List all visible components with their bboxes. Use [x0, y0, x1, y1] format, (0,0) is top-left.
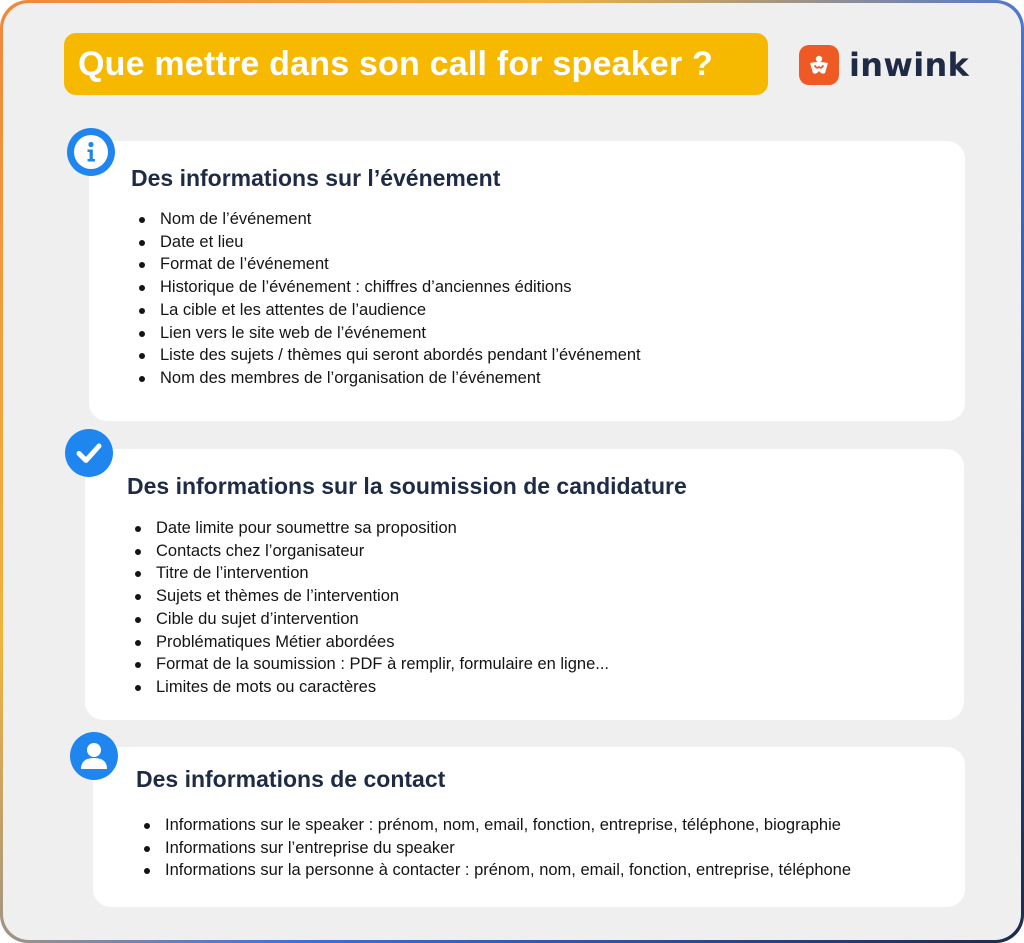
list-item: Nom des membres de l’organisation de l’événement — [135, 367, 641, 390]
list-item: Sujets et thèmes de l’intervention — [131, 585, 609, 608]
list-item: La cible et les attentes de l’audience — [135, 299, 641, 322]
list-item: Limites de mots ou caractères — [131, 676, 609, 699]
list-item: Format de la soumission : PDF à remplir, formulaire en ligne... — [131, 653, 609, 676]
list-item: Date limite pour soumettre sa proposition — [131, 517, 609, 540]
list-item: Historique de l’événement : chiffres d’anciennes éditions — [135, 276, 641, 299]
list-item: Cible du sujet d’intervention — [131, 608, 609, 631]
list-item: Date et lieu — [135, 231, 641, 254]
list-item: Titre de l’intervention — [131, 562, 609, 585]
list-item: Format de l’événement — [135, 253, 641, 276]
info-icon — [67, 128, 115, 176]
brand-logo — [799, 45, 969, 85]
list-item: Lien vers le site web de l’événement — [135, 322, 641, 345]
checkmark-icon — [65, 429, 113, 477]
list-item: Nom de l’événement — [135, 208, 641, 231]
section-list — [140, 814, 851, 882]
section-list — [135, 208, 641, 390]
brand-name: inwink — [849, 46, 970, 84]
section-title: Des informations sur l’événement — [131, 165, 501, 191]
list-item: Liste des sujets / thèmes qui seront abordés pendant l’événement — [135, 344, 641, 367]
list-item: Informations sur la personne à contacter : prénom, nom, email, fonction, entreprise, téléphone — [140, 859, 851, 882]
section-title: Des informations de contact — [136, 766, 446, 792]
list-item: Problématiques Métier abordées — [131, 631, 609, 654]
page-title: Que mettre dans son call for speaker ? — [64, 33, 768, 95]
infographic-canvas — [3, 3, 1021, 940]
section-card-submission — [85, 449, 964, 720]
list-item: Contacts chez l’organisateur — [131, 540, 609, 563]
list-item: Informations sur l’entreprise du speaker — [140, 837, 851, 860]
section-title: Des informations sur la soumission de candidature — [127, 473, 687, 499]
section-list — [131, 517, 609, 699]
section-card-event — [89, 141, 965, 421]
section-card-contact — [93, 747, 965, 907]
inwink-logo-icon — [799, 45, 839, 85]
user-icon — [70, 732, 118, 780]
list-item: Informations sur le speaker : prénom, nom, email, fonction, entreprise, téléphone, biographie — [140, 814, 851, 837]
